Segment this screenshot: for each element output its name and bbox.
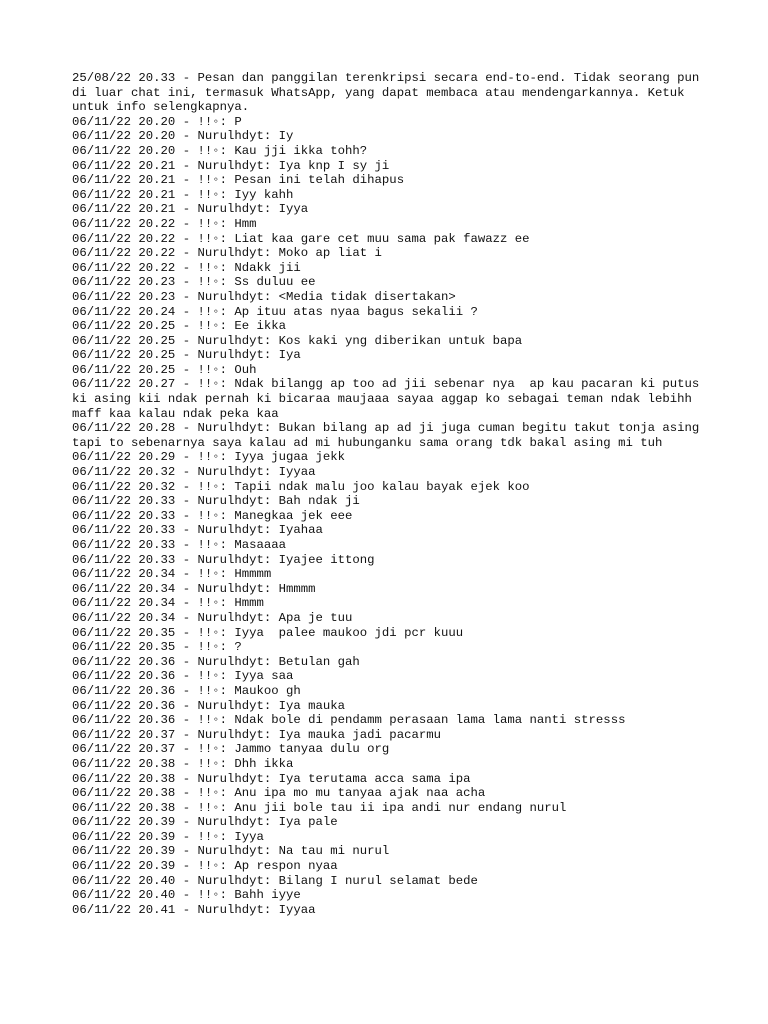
chat-message-line: 06/11/22 20.41 - Nurulhdyt: Iyyaa	[72, 902, 316, 917]
chat-message-line: 06/11/22 20.27 - !!◦: Ndak bilangg ap too ad jii sebenar nya ap kau pacaran ki putus ki asing kii ndak pernah ki bicaraa maujaaa sayaa aggap ko sebagai teman ndak lebihh maff kaa kalau ndak peka kaa	[72, 377, 707, 421]
chat-message-line: 06/11/22 20.20 - !!◦: Kau jji ikka tohh?	[72, 143, 368, 158]
chat-message-line: 06/11/22 20.36 - !!◦: Ndak bole di pendamm perasaan lama lama nanti stresss	[72, 713, 626, 728]
chat-message-line: 06/11/22 20.40 - Nurulhdyt: Bilang I nurul selamat bede	[72, 873, 478, 888]
chat-message-line: 06/11/22 20.24 - !!◦: Ap ituu atas nyaa bagus sekalii ?	[72, 304, 478, 319]
chat-message-line: 06/11/22 20.39 - !!◦: Ap respon nyaa	[72, 859, 338, 874]
chat-message-line: 06/11/22 20.37 - Nurulhdyt: Iya mauka jadi pacarmu	[72, 727, 441, 742]
chat-message-line: 06/11/22 20.28 - Nurulhdyt: Bukan bilang ap ad ji juga cuman begitu takut tonja asing tapi to sebenarnya saya kalau ad mi hubunganku sama orang tdk bakal asing mi tuh	[72, 421, 707, 450]
chat-message-line: 06/11/22 20.33 - !!◦: Manegkaa jek eee	[72, 508, 353, 523]
chat-message-line: 06/11/22 20.21 - Nurulhdyt: Iyya	[72, 202, 309, 217]
chat-message-line: 06/11/22 20.29 - !!◦: Iyya jugaa jekk	[72, 450, 346, 465]
chat-message-line: 06/11/22 20.39 - !!◦: Iyya	[72, 829, 264, 844]
chat-message-line: 06/11/22 20.25 - Nurulhdyt: Kos kaki yng diberikan untuk bapa	[72, 333, 523, 348]
chat-message-line: 06/11/22 20.34 - Nurulhdyt: Hmmmm	[72, 581, 316, 596]
chat-message-line: 06/11/22 20.39 - Nurulhdyt: Na tau mi nurul	[72, 844, 390, 859]
chat-message-line: 06/11/22 20.22 - Nurulhdyt: Moko ap liat i	[72, 246, 382, 261]
chat-message-line: 06/11/22 20.32 - !!◦: Tapii ndak malu joo kalau bayak ejek koo	[72, 479, 530, 494]
chat-message-line: 06/11/22 20.38 - Nurulhdyt: Iya terutama acca sama ipa	[72, 771, 471, 786]
chat-message-line: 06/11/22 20.25 - !!◦: Ouh	[72, 362, 257, 377]
chat-message-line: 06/11/22 20.36 - Nurulhdyt: Betulan gah	[72, 654, 360, 669]
chat-message-line: 06/11/22 20.36 - !!◦: Iyya saa	[72, 669, 294, 684]
chat-message-line: 06/11/22 20.33 - Nurulhdyt: Bah ndak ji	[72, 494, 360, 509]
chat-message-line: 06/11/22 20.22 - !!◦: Liat kaa gare cet muu sama pak fawazz ee	[72, 231, 530, 246]
chat-message-line: 06/11/22 20.38 - !!◦: Dhh ikka	[72, 756, 294, 771]
chat-message-line: 06/11/22 20.21 - Nurulhdyt: Iya knp I sy ji	[72, 158, 390, 173]
chat-message-line: 06/11/22 20.20 - Nurulhdyt: Iy	[72, 129, 294, 144]
chat-message-line: 06/11/22 20.38 - !!◦: Anu ipa mo mu tanyaa ajak naa acha	[72, 786, 486, 801]
chat-message-line: 06/11/22 20.36 - Nurulhdyt: Iya mauka	[72, 698, 346, 713]
chat-message-line: 06/11/22 20.22 - !!◦: Ndakk jii	[72, 260, 301, 275]
chat-message-line: 06/11/22 20.22 - !!◦: Hmm	[72, 216, 257, 231]
chat-message-line: 06/11/22 20.20 - !!◦: P	[72, 114, 242, 129]
chat-message-line: 06/11/22 20.40 - !!◦: Bahh iyye	[72, 888, 301, 903]
chat-message-line: 06/11/22 20.34 - !!◦: Hmmm	[72, 596, 264, 611]
chat-message-line: 06/11/22 20.21 - !!◦: Iyy kahh	[72, 187, 294, 202]
chat-message-line: 06/11/22 20.33 - Nurulhdyt: Iyahaa	[72, 523, 323, 538]
encryption-notice-line: 25/08/22 20.33 - Pesan dan panggilan terenkripsi secara end-to-end. Tidak seorang pun di luar chat ini, termasuk WhatsApp, yang dapat membaca atau mendengarkannya. Ketuk untuk info selengkapnya.	[72, 71, 707, 115]
chat-message-line: 06/11/22 20.37 - !!◦: Jammo tanyaa dulu org	[72, 742, 390, 757]
chat-message-line: 06/11/22 20.21 - !!◦: Pesan ini telah dihapus	[72, 173, 405, 188]
chat-export-text	[72, 71, 712, 917]
chat-message-line: 06/11/22 20.36 - !!◦: Maukoo gh	[72, 683, 301, 698]
chat-message-line: 06/11/22 20.23 - !!◦: Ss duluu ee	[72, 275, 316, 290]
chat-message-line: 06/11/22 20.32 - Nurulhdyt: Iyyaa	[72, 465, 316, 480]
chat-message-line: 06/11/22 20.23 - Nurulhdyt: <Media tidak disertakan>	[72, 289, 456, 304]
chat-message-line: 06/11/22 20.35 - !!◦: ?	[72, 640, 242, 655]
chat-message-line: 06/11/22 20.33 - !!◦: Masaaaa	[72, 538, 287, 552]
chat-message-line: 06/11/22 20.25 - Nurulhdyt: Iya	[72, 348, 301, 363]
chat-message-line: 06/11/22 20.38 - !!◦: Anu jii bole tau ii ipa andi nur endang nurul	[72, 800, 567, 815]
chat-message-line: 06/11/22 20.25 - !!◦: Ee ikka	[72, 319, 287, 334]
chat-message-line: 06/11/22 20.34 - Nurulhdyt: Apa je tuu	[72, 610, 353, 625]
chat-message-line: 06/11/22 20.33 - Nurulhdyt: Iyajee ittong	[72, 552, 375, 567]
chat-message-line: 06/11/22 20.34 - !!◦: Hmmmm	[72, 567, 272, 582]
chat-message-line: 06/11/22 20.35 - !!◦: Iyya palee maukoo jdi pcr kuuu	[72, 625, 464, 640]
chat-message-line: 06/11/22 20.39 - Nurulhdyt: Iya pale	[72, 815, 338, 830]
